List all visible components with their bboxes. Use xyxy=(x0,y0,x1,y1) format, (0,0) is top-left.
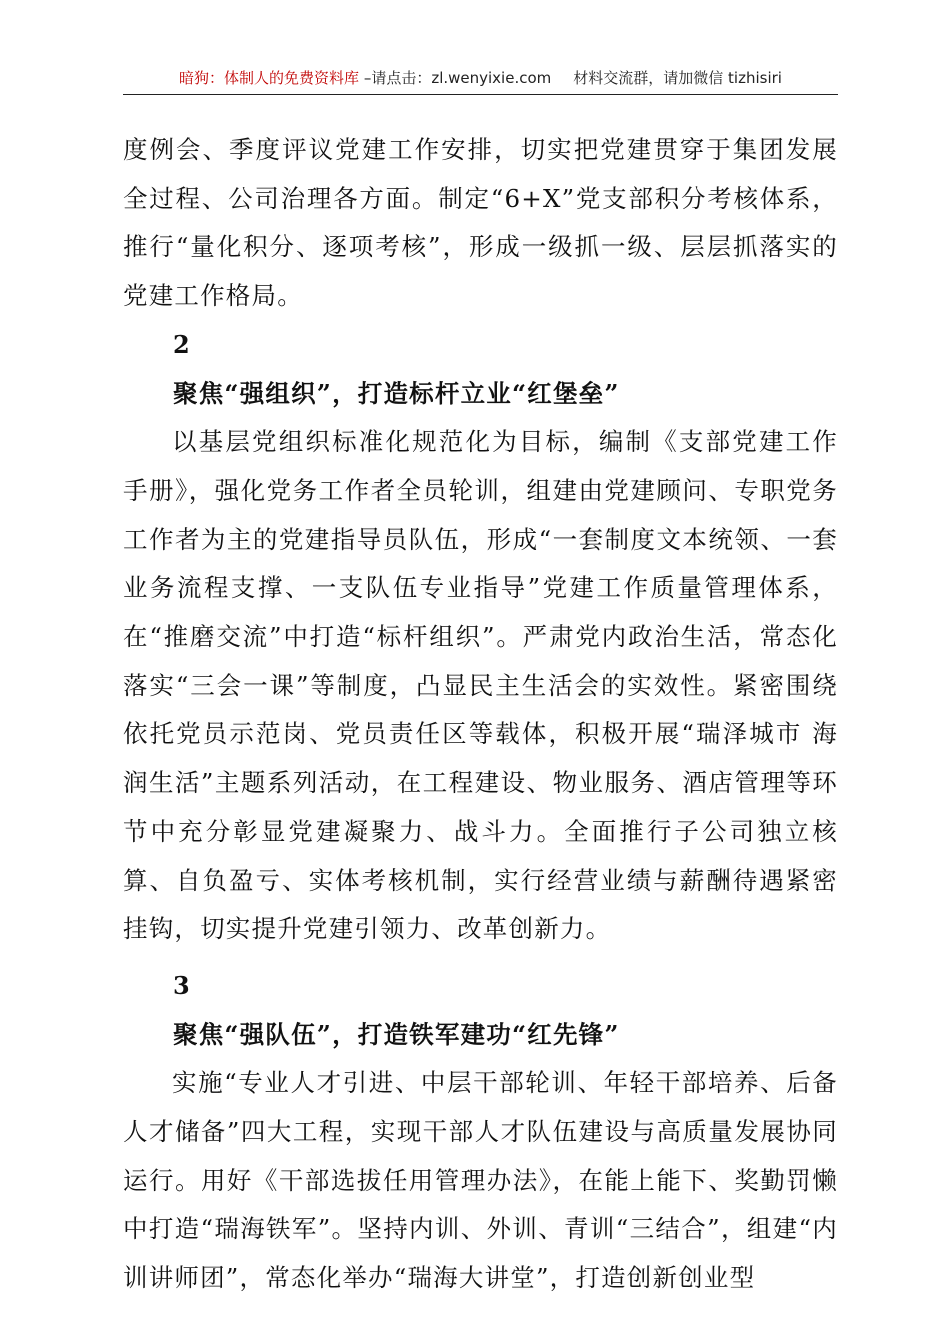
section-paragraph: 以基层党组织标准化规范化为目标，编制《支部党建工作手册》，强化党务工作者全员轮训，组建由党建顾问、专职党务工作者为主的党建指导员队伍，形成“一套制度文本统领、一套业务流程支撑、一支队伍专业指导”党建工作质量管理体系，在“推磨交流”中打造“标杆组织”。严肃党内政治生活，常态化落实“三会一课”等制度，凸显民主生活会的实效性。紧密围绕依托党员示范岗、党员责任区等载体，积极开展“瑞泽城市 海润生活”主题系列活动，在工程建设、物业服务、酒店管理等环节中充分彰显党建凝聚力、战斗力。全面推行子公司独立核算、自负盈亏、实体考核机制，实行经营业绩与薪酬待遇紧密挂钩，切实提升党建引领力、改革创新力。 xyxy=(123,427,838,944)
section-paragraph: 实施“专业人才引进、中层干部轮训、年轻干部培养、后备人才储备”四大工程，实现干部人才队伍建设与高质量发展协同运行。用好《干部选拔任用管理办法》，在能上能下、奖勤罚懒中打造“瑞海铁军”。坚持内训、外训、青训“三结合”，组建“内训讲师团”，常态化举办“瑞海大讲堂”，打造创新创业型 xyxy=(123,1068,838,1293)
header-click-prompt: –请点击： xyxy=(359,69,432,87)
continuation-paragraph: 度例会、季度评议党建工作安排，切实把党建贯穿于集团发展全过程、公司治理各方面。制定“6+X”党支部积分考核体系，推行“量化积分、逐项考核”，形成一级抓一级、层层抓落实的党建工作格局。 xyxy=(123,135,838,311)
section-number: 3 xyxy=(173,970,190,1000)
section-heading: 聚焦“强队伍”，打造铁军建功“红先锋” xyxy=(173,1019,620,1049)
page-header xyxy=(123,64,838,95)
section-heading: 聚焦“强组织”，打造标杆立业“红堡垒” xyxy=(173,378,620,408)
header-site-label: 暗狗：体制人的免费资料库 xyxy=(179,69,360,87)
header-url-link[interactable]: zl.wenyixie.com xyxy=(431,69,552,87)
section-number: 2 xyxy=(173,329,190,359)
header-contact: 材料交流群，请加微信 tizhisiri xyxy=(573,69,782,87)
document-body xyxy=(123,126,838,1303)
